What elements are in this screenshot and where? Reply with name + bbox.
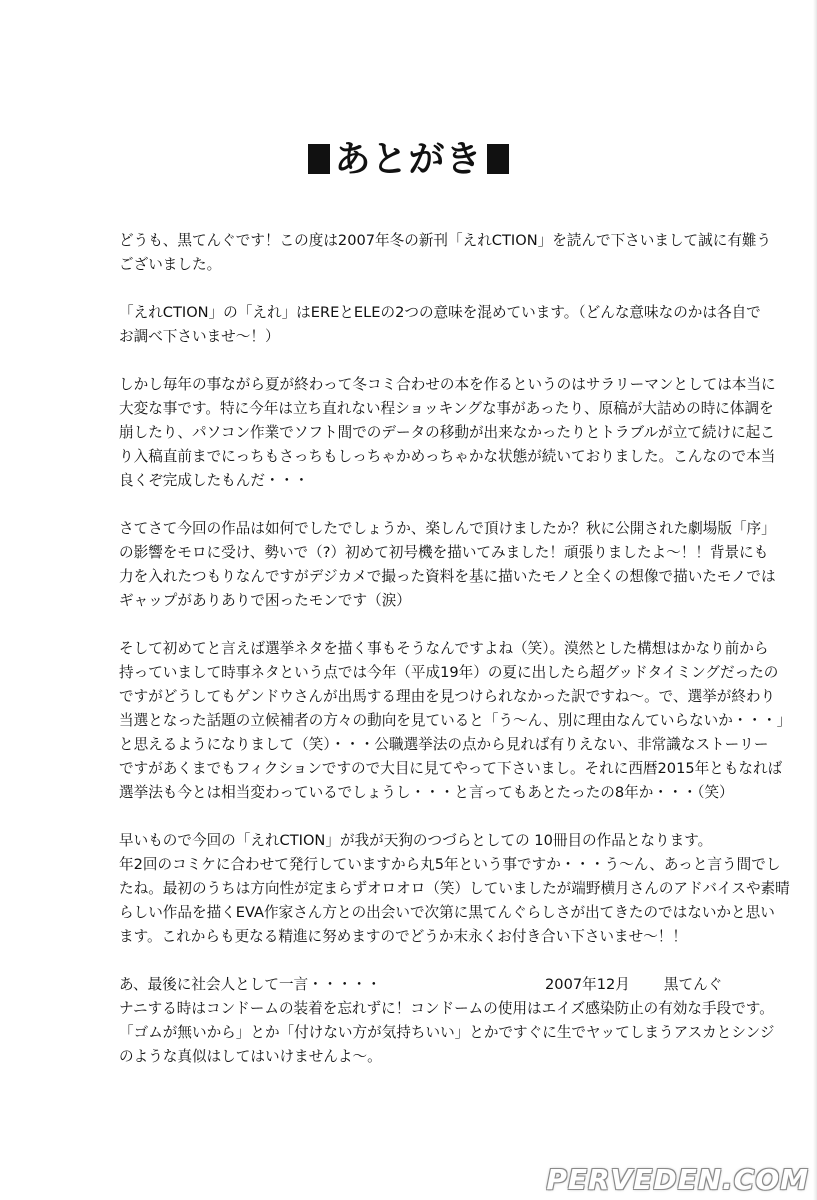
text-line: 「えれCTION」の「えれ」はEREとELEの2つの意味を混めています。（どんな意味なのかは各自で [119,304,761,321]
text-line: 良くぞ完成したもんだ・・・ [119,472,309,489]
text-line: 選挙法も今とは相当変わっているでしょうし・・・と言ってもあとたったの8年か・・・（笑） [119,784,734,801]
text-line: らしい作品を描くEVA作家さん方との出会いで次第に黒てんぐらしさが出てきたのではないかと思い [119,904,775,921]
text-line: どうも、黒てんぐです！この度は2007年冬の新刊「えれCTION」を読んで下さいまして誠に有難う [119,232,772,249]
text-line: の影響をモロに受け、勢いで（?）初めて初号機を描いてみました！頑張りましたよ〜！！背景にも [119,544,769,561]
text-line: お調べ下さいませ〜！） [119,328,280,345]
paragraph-title-meaning [119,301,759,349]
text-line: 大変な事です。特に今年は立ち直れない程ショッキングな事があったり、原稿が大詰めの時に体調を [119,400,774,417]
text-line: のような真似はしてはいけませんよ〜。 [119,1048,382,1065]
paragraph-greeting [119,229,772,277]
text-line: あ、最後に社会人として一言・・・・・ [119,976,382,993]
text-line: ですがあくまでもフィクションですので大目に見てやって下さいまし。それに西暦2015年ともなれば [119,760,783,777]
text-line: さてさて今回の作品は如何でしたでしょうか、楽しんで頂けましたか？秋に公開された劇場版「序」 [119,520,776,537]
text-line: そして初めてと言えば選挙ネタを描く事もそうなんですよね（笑）。漠然とした構想はかなり前から [119,640,769,657]
text-line: 「ゴムが無いから」とか「付けない方が気持ちいい」とかですぐに生でヤッてしまうアスカとシンジ [119,1024,775,1041]
title-text: あとがき [334,139,483,180]
text-line: 早いもので今回の「えれCTION」が我が天狗のつづらとしての 10冊目の作品となります。 [119,832,713,849]
text-line: ます。これからも更なる精進に努めますのでどうか末永くお付き合い下さいませ〜！！ [119,928,687,945]
signature [545,973,722,997]
scan-edge-shadow [813,0,817,1200]
text-line: ギャップがありありで困ったモンです（涙） [119,592,411,609]
text-line: しかし毎年の事ながら夏が終わって冬コミ合わせの本を作るというのはサラリーマンとしては本当に [119,376,776,393]
paragraph-election [119,637,792,805]
text-line: ナニする時はコンドームの装着を忘れずに！コンドームの使用はエイズ感染防止の有効な手段です。 [119,1000,774,1017]
text-line: 力を入れたつもりなんですがデジカメで撮った資料を基に描いたモノと全くの想像で描いたモノでは [119,568,776,585]
text-line: ですがどうしてもゲンドウさんが出馬する理由を見つけられなかった訳ですね〜。で、選挙が終わり [119,688,776,705]
text-line: と思えるようになりまして（笑）・・・公職選挙法の点から見れば有りえない、非常識なストーリー [119,736,769,753]
page-title [0,138,817,182]
title-left-square [308,144,330,174]
text-line: り入稿直前までにっちもさっちもしっちゃかめっちゃかな状態が続いておりました。こんなので本当 [119,448,776,465]
text-line: 崩したり、パソコン作業でソフト間でのデータの移動が出来なかったりとトラブルが立て続けに起こ [119,424,775,441]
text-line: 当選となった話題の立候補者の方々の動向を見ていると「う〜ん、別に理由なんていらないか・・・」 [119,712,792,729]
signature-author: 黒てんぐ [663,976,723,993]
paragraph-production [119,373,776,493]
title-right-square [487,144,509,174]
afterword-body [119,229,792,1093]
signature-date: 2007年12月 [545,976,630,993]
paragraph-milestone [119,829,790,949]
text-line: ございました。 [119,256,222,273]
text-line: たね。最初のうちは方向性が定まらずオロオロ（笑）していましたが端野横月さんのアドバイスや素晴 [119,880,790,897]
site-watermark: PERVEDEN.COM [546,1163,809,1196]
paragraph-artwork [119,517,776,613]
text-line: 持っていまして時事ネタという点では今年（平成19年）の夏に出したら超グッドタイミングだったの [119,664,779,681]
text-line: 年2回のコミケに合わせて発行していますから丸5年という事ですか・・・う〜ん、あっと言う間でし [119,856,781,873]
